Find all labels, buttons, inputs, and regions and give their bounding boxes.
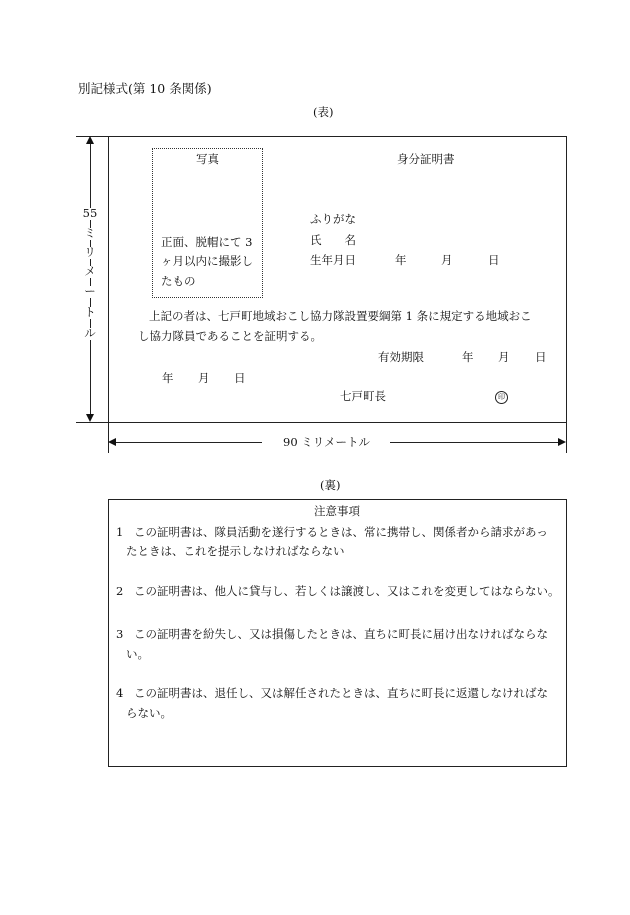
certification-line: 上記の者は、七戸町地域おこし協力隊設置要綱第 1 条に規定する地域おこ [149, 309, 532, 323]
width-dimension-line-right [390, 442, 562, 443]
note-text: この証明書は、他人に貸与し、若しくは譲渡し、又はこれを変更してはならない。 [134, 584, 560, 598]
photo-instruction: たもの [161, 274, 196, 288]
photo-title: 写真 [196, 152, 219, 166]
certification-line: し協力隊員であることを証明する。 [138, 329, 322, 343]
notes-title: 注意事項 [314, 504, 360, 518]
height-unit-char: メ [84, 264, 96, 278]
dob-month: 月 [441, 253, 453, 267]
note-text: この証明書を紛失し、又は損傷したときは、直ちに町長に届け出なければならな [134, 627, 548, 641]
dob-day: 日 [488, 253, 500, 267]
arrow-down-icon [86, 414, 94, 422]
dob-label: 生年月日 [310, 253, 356, 267]
height-unit-char: ミ [84, 226, 96, 240]
arrow-up-icon [86, 136, 94, 144]
validity-end-month: 月 [198, 371, 210, 385]
note-text: この証明書は、隊員活動を遂行するときは、常に携帯し、関係者から請求があっ [134, 525, 548, 539]
back-label: (裏) [320, 478, 341, 492]
name-label: 氏 名 [310, 233, 356, 247]
dob-year: 年 [395, 253, 407, 267]
height-unit-char: ト [84, 305, 96, 319]
furigana-label: ふりがな [310, 212, 356, 226]
card-title: 身分証明書 [397, 152, 455, 166]
note-text: たときは、これを提示しなければならない [126, 544, 345, 558]
arrow-right-icon [558, 438, 566, 446]
note-text: い。 [126, 647, 149, 661]
height-dimension-line [90, 140, 91, 418]
note-number: 2 [116, 584, 124, 598]
note-text: らない。 [126, 706, 172, 720]
validity-day: 日 [535, 350, 547, 364]
height-value: 55 [78, 208, 102, 220]
validity-month: 月 [498, 350, 510, 364]
height-unit-char: ル [84, 326, 96, 340]
note-number: 4 [116, 686, 124, 700]
front-label: (表) [313, 105, 334, 119]
photo-instruction: ヶ月以内に撮影し [161, 254, 253, 268]
validity-end-year: 年 [162, 371, 174, 385]
form-label: 別記様式(第 10 条関係) [78, 81, 212, 96]
note-number: 1 [116, 525, 124, 539]
photo-instruction: 正面、脱帽にて 3 [161, 235, 253, 249]
width-dimension-line-left [112, 442, 262, 443]
seal-icon: 印 [495, 391, 508, 404]
issuer: 七戸町長 [340, 389, 386, 403]
dimension-tick-bottom [76, 422, 108, 423]
validity-end-day: 日 [234, 371, 246, 385]
height-unit-char: リ [84, 245, 96, 259]
note-number: 3 [116, 627, 124, 641]
width-label: 90 ミリメートル [283, 435, 371, 449]
validity-year: 年 [462, 350, 474, 364]
validity-label: 有効期限 [378, 350, 424, 364]
dimension-tick-right [566, 423, 567, 453]
arrow-left-icon [108, 438, 116, 446]
note-text: この証明書は、退任し、又は解任されたときは、直ちに町長に返還しなければな [134, 686, 548, 700]
height-unit-char: ー [84, 284, 96, 298]
